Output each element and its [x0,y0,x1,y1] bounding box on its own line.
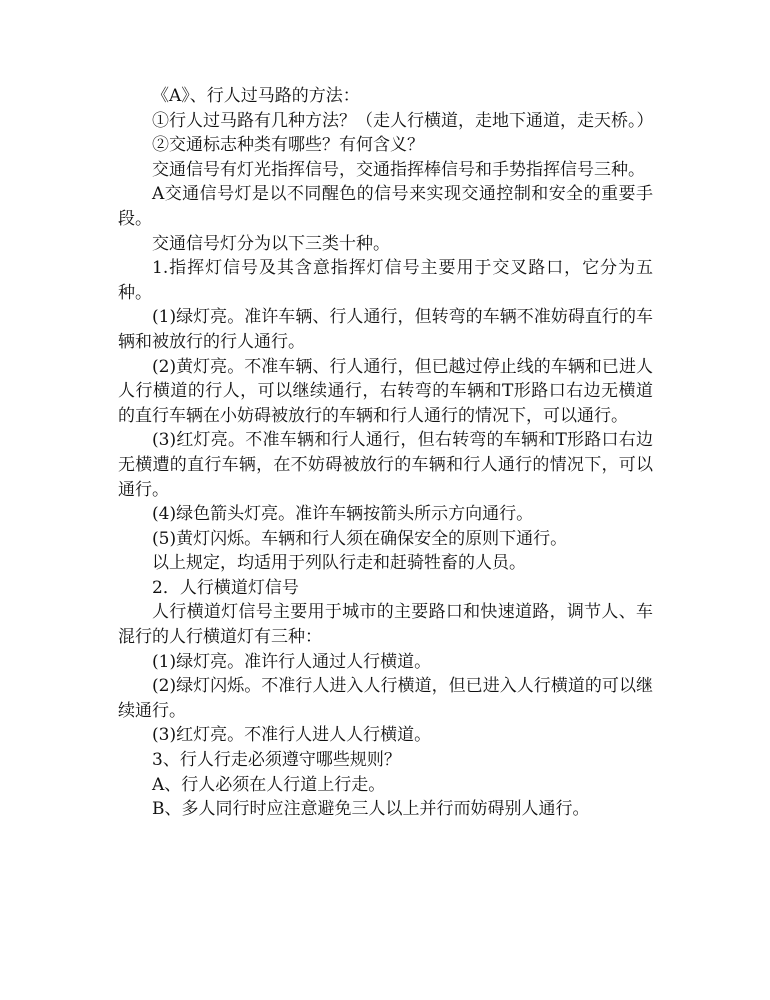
crosswalk-red-paragraph: (3)红灯亮。不准行人进人人行横道。 [152,725,432,746]
green-arrow-paragraph: (4)绿色箭头灯亮。准许车辆按箭头所示方向通行。 [152,504,534,525]
crosswalk-light-heading: 2．人行横道灯信号 [152,577,299,598]
crosswalk-green-paragraph: (1)绿灯亮。准许行人通过人行横道。 [152,651,432,672]
signal-types-paragraph: 交通信号有灯光指挥信号，交通指挥棒信号和手势指挥信号三种。 [152,159,645,180]
question-1-paragraph: ①行人过马路有几种方法？（走人行横道，走地下通道，走天桥。） [152,110,654,131]
signal-light-purpose-paragraph: A交通信号灯是以不同醒色的信号来实现交通控制和安全的重要手段。 [118,184,653,229]
yellow-light-paragraph: (2)黄灯亮。不准车辆、行人通行，但已越过停止线的车辆和已进人人行横道的行人，可以继续通行，右转弯的车辆和T形路口右边无横道的直行车辆在小妨碍被放行的车辆和行人通行的情况下，可以通行。 [118,356,653,426]
pedestrian-rules-heading: 3、行人行走必须遵守哪些规则？ [152,750,401,771]
crosswalk-green-flash-paragraph: (2)绿灯闪烁。不准行人进入人行横道，但已进入人行横道的可以继续通行。 [118,676,653,721]
red-light-paragraph: (3)红灯亮。不准车辆和行人通行，但右转弯的车辆和T形路口右边无横遭的直行车辆，在不妨碍被放行的车辆和行人通行的情况下，可以通行。 [118,430,653,500]
rule-a-paragraph: A、行人必须在人行道上行走。 [152,774,386,795]
rules-apply-paragraph: 以上规定，均适用于列队行走和赶骑牲畜的人员。 [152,553,526,574]
rule-b-paragraph: B、多人同行时应注意避免三人以上并行而妨碍别人通行。 [152,799,590,820]
section-heading-a: 《A》、行人过马路的方法： [152,86,360,106]
question-2-paragraph: ②交通标志种类有哪些？有何含义？ [152,135,424,156]
command-light-heading: 1.指挥灯信号及其含意指挥灯信号主要用于交叉路口，它分为五种。 [118,258,653,303]
document-body [118,84,653,822]
yellow-flash-paragraph: (5)黄灯闪烁。车辆和行人须在确保安全的原则下通行。 [152,528,568,549]
signal-light-categories-paragraph: 交通信号灯分为以下三类十种。 [152,233,390,254]
green-light-paragraph: (1)绿灯亮。准许车辆、行人通行，但转弯的车辆不准妨碍直行的车辆和被放行的行人通行。 [118,307,653,352]
crosswalk-light-intro-paragraph: 人行横道灯信号主要用于城市的主要路口和快速道路，调节人、车混行的人行横道灯有三种： [118,602,653,648]
